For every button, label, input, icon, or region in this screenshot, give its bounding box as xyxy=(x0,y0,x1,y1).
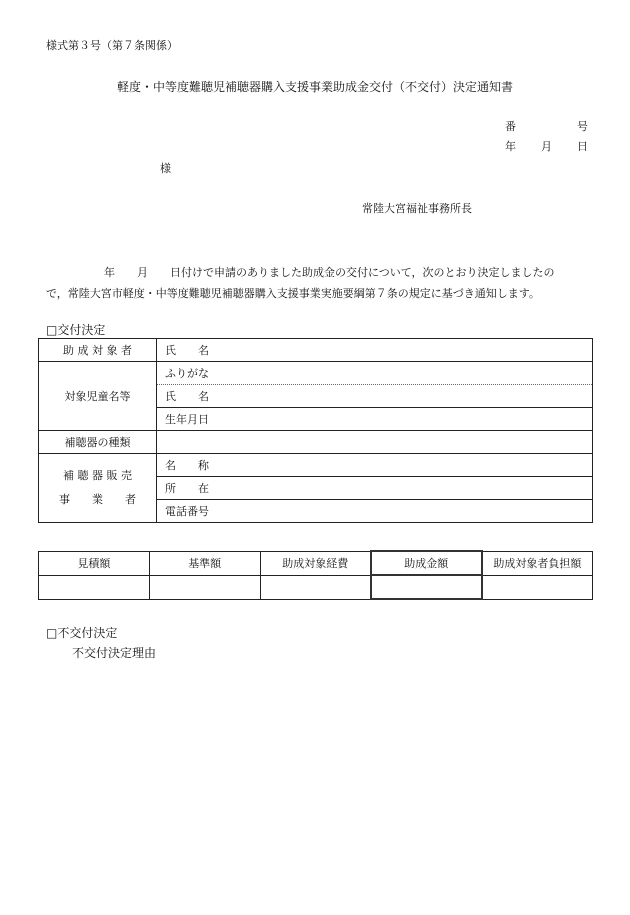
notice-line-2: で，常陸大宮市軽度・中等度難聴児補聴器購入支援事業実施要綱第７条の規定に基づき通知します。 xyxy=(46,287,540,300)
recipient-name-field: 氏 名 xyxy=(165,344,209,357)
vendor-label xyxy=(39,454,157,523)
notice-body xyxy=(46,262,591,304)
estimate-header: 見積額 xyxy=(39,551,150,575)
child-name-field: 氏 名 xyxy=(165,390,209,403)
vendor-label-line1: 補 聴 器 販 売 xyxy=(63,469,132,482)
document-title: 軽度・中等度難聴児補聴器購入支援事業助成金交付（不交付）決定通知書 xyxy=(116,80,513,94)
non-grant-reason-label: 不交付決定理由 xyxy=(72,646,157,660)
table-row xyxy=(39,362,593,385)
vendor-name-cell[interactable] xyxy=(157,454,593,477)
date-day: 日 xyxy=(577,140,588,153)
vendor-address-field: 所 在 xyxy=(165,482,209,495)
recipient-burden-cell[interactable] xyxy=(482,575,593,599)
recipient-label: 助 成 対 象 者 xyxy=(39,339,157,362)
recipient-burden-header: 助成対象者負担額 xyxy=(482,551,593,575)
number-label-go: 号 xyxy=(577,120,588,133)
device-type-cell[interactable] xyxy=(157,431,593,454)
table-row xyxy=(39,431,593,454)
vendor-phone-field: 電話番号 xyxy=(165,505,209,518)
amount-table xyxy=(38,550,593,600)
vendor-name-field: 名 称 xyxy=(165,459,209,472)
vendor-label-line2: 事 業 者 xyxy=(59,493,136,506)
table-row xyxy=(39,454,593,477)
issuer-name: 常陸大宮福祉事務所長 xyxy=(362,202,472,215)
estimate-cell[interactable] xyxy=(39,575,150,599)
grant-amount-header: 助成金額 xyxy=(371,551,482,575)
child-label: 対象児童名等 xyxy=(39,362,157,431)
grant-info-table xyxy=(38,338,593,523)
child-birth-field: 生年月日 xyxy=(165,413,209,426)
table-row xyxy=(39,575,593,599)
child-birth-cell[interactable] xyxy=(157,408,593,431)
notice-line-1: 年 月 日付けで申請のありました助成金の交付について，次のとおり決定しましたの xyxy=(104,266,555,279)
device-type-label: 補聴器の種類 xyxy=(39,431,157,454)
child-furigana-field: ふりがな xyxy=(165,367,209,380)
child-furigana-cell[interactable] xyxy=(157,362,593,385)
grant-decision-checkbox[interactable]: □交付決定 xyxy=(46,323,106,337)
recipient-name-cell[interactable] xyxy=(157,339,593,362)
standard-amount-cell[interactable] xyxy=(149,575,260,599)
table-row xyxy=(39,339,593,362)
non-grant-decision-checkbox[interactable]: □不交付決定 xyxy=(46,626,118,640)
standard-amount-header: 基準額 xyxy=(149,551,260,575)
date-year: 年 xyxy=(505,140,516,153)
table-row xyxy=(39,551,593,575)
vendor-phone-cell[interactable] xyxy=(157,500,593,523)
number-label-ban: 番 xyxy=(505,120,516,133)
child-name-cell[interactable] xyxy=(157,385,593,408)
form-number: 様式第３号（第７条関係） xyxy=(46,39,178,52)
addressee-suffix: 様 xyxy=(160,162,171,175)
date-month: 月 xyxy=(541,140,552,153)
eligible-cost-header: 助成対象経費 xyxy=(260,551,371,575)
grant-amount-cell[interactable] xyxy=(371,575,482,599)
eligible-cost-cell[interactable] xyxy=(260,575,371,599)
vendor-address-cell[interactable] xyxy=(157,477,593,500)
